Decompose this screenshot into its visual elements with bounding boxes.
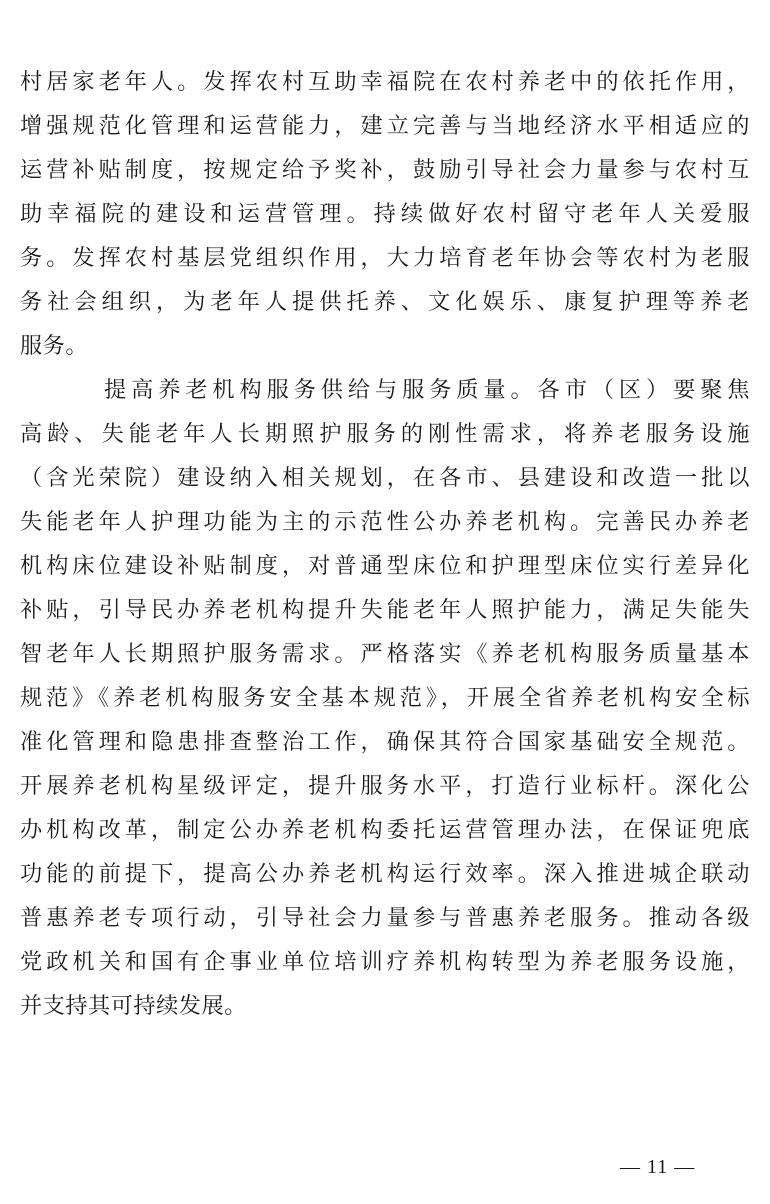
text-line: 失能老年人护理功能为主的示范性公办养老机构。完善民办养老 [20, 509, 750, 535]
text-line: 运营补贴制度，按规定给予奖补，鼓励引导社会力量参与农村互 [20, 157, 750, 183]
text-line: 务。发挥农村基层党组织作用，大力培育老年协会等农村为老服 [20, 245, 750, 271]
text-line: 补贴，引导民办养老机构提升失能老年人照护能力，满足失能失 [20, 597, 750, 623]
page-number: — 11 — [620, 1156, 696, 1178]
text-line: 助幸福院的建设和运营管理。持续做好农村留守老年人关爱服 [20, 201, 750, 227]
paragraph-rural-elderly [20, 60, 750, 368]
text-line: 高龄、失能老年人长期照护服务的刚性需求，将养老服务设施 [20, 421, 750, 447]
text-line: （含光荣院）建设纳入相关规划，在各市、县建设和改造一批以 [20, 465, 750, 491]
text-line: 服务。 [20, 333, 89, 359]
text-line: 智老年人长期照护服务需求。严格落实《养老机构服务质量基本 [20, 641, 750, 667]
text-line: 村居家老年人。发挥农村互助幸福院在农村养老中的依托作用， [20, 69, 750, 95]
text-line: 规范》《养老机构服务安全基本规范》，开展全省养老机构安全标 [20, 685, 750, 711]
paragraph-institution-quality [20, 368, 750, 1028]
text-line: 功能的前提下，提高公办养老机构运行效率。深入推进城企联动 [20, 861, 750, 887]
text-line: 准化管理和隐患排查整治工作，确保其符合国家基础安全规范。 [20, 729, 750, 755]
text-line: 机构床位建设补贴制度，对普通型床位和护理型床位实行差异化 [20, 553, 750, 579]
document-body [20, 60, 750, 1028]
text-line: 提高养老机构服务供给与服务质量。各市（区）要聚焦 [104, 377, 750, 403]
text-line: 并支持其可持续发展。 [20, 993, 247, 1019]
text-line: 开展养老机构星级评定，提升服务水平，打造行业标杆。深化公 [20, 773, 750, 799]
text-line: 办机构改革，制定公办养老机构委托运营管理办法，在保证兜底 [20, 817, 750, 843]
text-line: 务社会组织，为老年人提供托养、文化娱乐、康复护理等养老 [20, 289, 750, 315]
text-line: 增强规范化管理和运营能力，建立完善与当地经济水平相适应的 [20, 113, 750, 139]
text-line: 普惠养老专项行动，引导社会力量参与普惠养老服务。推动各级 [20, 905, 750, 931]
text-line: 党政机关和国有企事业单位培训疗养机构转型为养老服务设施， [20, 949, 750, 975]
